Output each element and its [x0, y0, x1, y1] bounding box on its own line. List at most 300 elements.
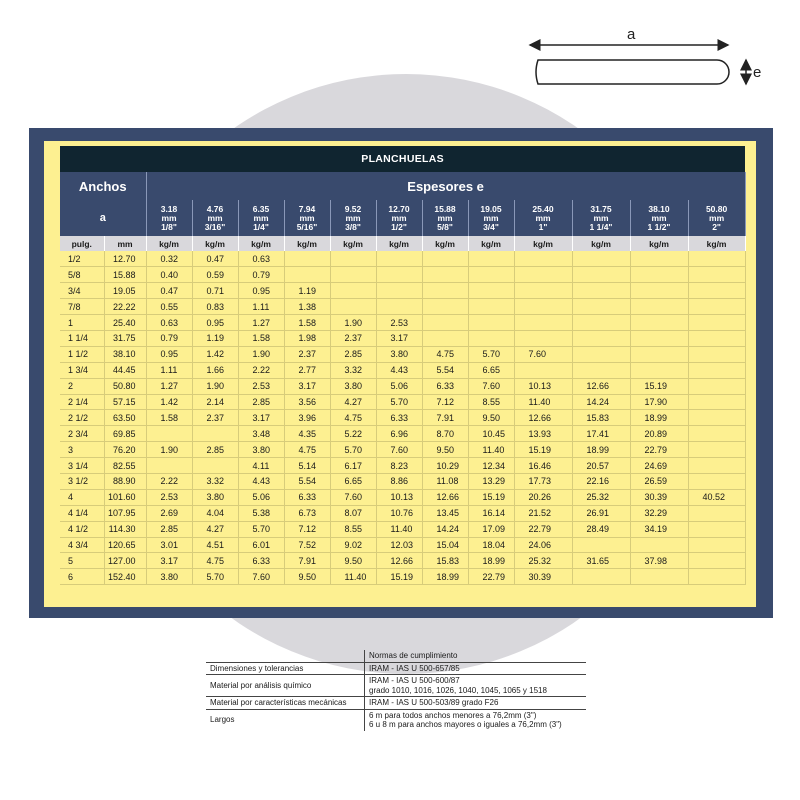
table-row: [60, 410, 745, 426]
weight-cell: 18.99: [468, 553, 514, 569]
weight-cell: 8.86: [376, 473, 422, 489]
width-mm-cell: 50.80: [104, 378, 146, 394]
width-mm-cell: 69.85: [104, 426, 146, 442]
weight-cell: [284, 251, 330, 267]
weight-cell: 0.40: [146, 267, 192, 283]
weight-cell: 17.90: [630, 394, 688, 410]
weight-cell: 0.95: [238, 283, 284, 299]
weight-cell: 7.12: [422, 394, 468, 410]
weight-cell: 13.45: [422, 505, 468, 521]
thickness-column-header: [630, 200, 688, 236]
width-mm-cell: 63.50: [104, 410, 146, 426]
width-inch-cell: 1 3/4: [60, 362, 104, 378]
weight-cell: 30.39: [514, 569, 572, 585]
weight-cell: 20.57: [572, 458, 630, 474]
weight-cell: 28.49: [572, 521, 630, 537]
weight-cell: 0.79: [238, 267, 284, 283]
weight-cell: 2.37: [192, 410, 238, 426]
planchuelas-table: [60, 146, 746, 585]
width-mm-cell: 44.45: [104, 362, 146, 378]
weight-cell: [422, 299, 468, 315]
weight-cell: 16.14: [468, 505, 514, 521]
thickness-unit-label: mm: [299, 212, 315, 223]
weight-cell: 11.40: [376, 521, 422, 537]
weight-cell: [422, 330, 468, 346]
weight-cell: [688, 410, 745, 426]
thickness-column-header: [192, 200, 238, 236]
table-row: [60, 378, 745, 394]
weight-cell: 1.19: [192, 330, 238, 346]
weight-cell: 6.33: [238, 553, 284, 569]
weight-cell: 4.27: [192, 521, 238, 537]
weight-cell: 14.24: [572, 394, 630, 410]
norms-header-spacer: [206, 650, 365, 662]
norms-row: [206, 709, 586, 731]
weight-cell: 1.11: [146, 362, 192, 378]
table-row: [60, 426, 745, 442]
thickness-inch-label: 1/4": [253, 221, 269, 232]
weight-cell: 0.47: [146, 283, 192, 299]
norms-value-line: IRAM - IAS U 500-657/85: [369, 663, 460, 673]
thickness-inch-label: 5/16": [296, 221, 318, 232]
weight-cell: 3.96: [284, 410, 330, 426]
table-row: [60, 537, 745, 553]
weight-cell: 3.80: [238, 442, 284, 458]
weight-cell: [514, 315, 572, 331]
weight-cell: 4.75: [330, 410, 376, 426]
table-row: [60, 521, 745, 537]
thickness-unit-label: mm: [593, 212, 609, 223]
thickness-column-header: [572, 200, 630, 236]
weight-cell: [376, 283, 422, 299]
table-row: [60, 362, 745, 378]
norms-row: [206, 662, 586, 675]
weight-cell: 5.70: [330, 442, 376, 458]
width-mm-cell: 15.88: [104, 267, 146, 283]
weight-cell: 6.65: [468, 362, 514, 378]
weight-cell: 0.95: [146, 346, 192, 362]
thickness-mm-label: 6.35: [252, 203, 270, 214]
weight-cell: 12.66: [376, 553, 422, 569]
weight-cell: 32.29: [630, 505, 688, 521]
weight-cell: 9.50: [284, 569, 330, 585]
thickness-unit-label: mm: [161, 212, 177, 223]
weight-cell: 7.91: [284, 553, 330, 569]
thickness-mm-label: 38.10: [648, 203, 670, 214]
table-body: [60, 251, 745, 585]
width-inch-cell: 2: [60, 378, 104, 394]
weight-cell: [630, 330, 688, 346]
width-inch-cell: 4: [60, 489, 104, 505]
weight-cell: [688, 458, 745, 474]
weight-cell: [514, 362, 572, 378]
weight-cell: [514, 283, 572, 299]
weight-cell: 1.90: [238, 346, 284, 362]
unit-label: mm: [104, 236, 146, 251]
weight-cell: 1.90: [330, 315, 376, 331]
weight-cell: 5.54: [422, 362, 468, 378]
weight-cell: 0.79: [146, 330, 192, 346]
weight-cell: 6.01: [238, 537, 284, 553]
weight-cell: 10.13: [514, 378, 572, 394]
weight-cell: 3.56: [284, 394, 330, 410]
table-row: [60, 505, 745, 521]
weight-cell: 1.27: [146, 378, 192, 394]
weight-cell: 1.90: [146, 442, 192, 458]
weight-cell: 4.75: [284, 442, 330, 458]
thickness-inch-label: 1": [538, 221, 548, 232]
weight-cell: 0.59: [192, 267, 238, 283]
weight-cell: 9.02: [330, 537, 376, 553]
norms-value: [365, 662, 587, 675]
thickness-inch-label: 3/16": [204, 221, 226, 232]
thickness-column-header: [330, 200, 376, 236]
weight-cell: 18.99: [422, 569, 468, 585]
thickness-mm-label: 25.40: [532, 203, 554, 214]
weight-cell: 20.89: [630, 426, 688, 442]
weight-cell: 2.85: [146, 521, 192, 537]
weight-cell: 1.42: [146, 394, 192, 410]
width-inch-cell: 2 1/2: [60, 410, 104, 426]
weight-cell: 3.17: [284, 378, 330, 394]
weight-cell: [468, 251, 514, 267]
weight-cell: 22.79: [514, 521, 572, 537]
weight-cell: 5.70: [468, 346, 514, 362]
weight-cell: 26.59: [630, 473, 688, 489]
weight-cell: 0.63: [146, 315, 192, 331]
weight-cell: 15.04: [422, 537, 468, 553]
norms-header: Normas de cumplimiento: [365, 650, 587, 662]
weight-cell: [630, 362, 688, 378]
weight-cell: [630, 299, 688, 315]
weight-cell: 2.69: [146, 505, 192, 521]
unit-label: kg/m: [514, 236, 572, 251]
weight-cell: 8.55: [468, 394, 514, 410]
weight-cell: 1.58: [146, 410, 192, 426]
table-row: [60, 553, 745, 569]
thickness-inch-label: 1/8": [161, 221, 177, 232]
table-row: [60, 251, 745, 267]
weight-cell: 25.32: [572, 489, 630, 505]
weight-cell: 0.47: [192, 251, 238, 267]
weight-cell: [572, 537, 630, 553]
weight-cell: [422, 251, 468, 267]
thickness-mm-label: 4.76: [206, 203, 224, 214]
weight-cell: 24.06: [514, 537, 572, 553]
weight-cell: 1.42: [192, 346, 238, 362]
width-inch-cell: 1: [60, 315, 104, 331]
weight-cell: 15.83: [572, 410, 630, 426]
weight-cell: 8.07: [330, 505, 376, 521]
norms-row: [206, 697, 586, 710]
weight-cell: [468, 267, 514, 283]
width-inch-cell: 3: [60, 442, 104, 458]
weight-cell: 6.73: [284, 505, 330, 521]
width-mm-cell: 88.90: [104, 473, 146, 489]
weight-cell: [330, 267, 376, 283]
width-mm-cell: 127.00: [104, 553, 146, 569]
weight-cell: 3.80: [330, 378, 376, 394]
unit-label: pulg.: [60, 236, 104, 251]
weight-cell: 10.45: [468, 426, 514, 442]
weight-cell: 8.55: [330, 521, 376, 537]
norms-value-line: IRAM - IAS U 500-503/89 grado F26: [369, 698, 499, 707]
weight-cell: [422, 283, 468, 299]
thickness-unit-label: mm: [253, 212, 269, 223]
weight-cell: 12.66: [422, 489, 468, 505]
weight-cell: [572, 346, 630, 362]
weight-cell: [146, 458, 192, 474]
weight-cell: 1.98: [284, 330, 330, 346]
weight-cell: 10.76: [376, 505, 422, 521]
width-mm-cell: 22.22: [104, 299, 146, 315]
weight-cell: [422, 315, 468, 331]
width-inch-cell: 7/8: [60, 299, 104, 315]
width-mm-cell: 101.60: [104, 489, 146, 505]
weight-cell: 7.91: [422, 410, 468, 426]
width-mm-cell: 76.20: [104, 442, 146, 458]
weight-cell: [330, 299, 376, 315]
table-row: [60, 299, 745, 315]
weight-cell: 7.52: [284, 537, 330, 553]
weight-cell: 22.79: [468, 569, 514, 585]
norms-label: Material por características mecánicas: [206, 697, 365, 710]
weight-cell: [468, 283, 514, 299]
weight-cell: 6.17: [330, 458, 376, 474]
weight-cell: 4.51: [192, 537, 238, 553]
weight-cell: 13.29: [468, 473, 514, 489]
thickness-unit-label: mm: [651, 212, 667, 223]
weight-cell: [192, 458, 238, 474]
weight-cell: 4.43: [376, 362, 422, 378]
width-inch-cell: 5/8: [60, 267, 104, 283]
thickness-mm-label: 50.80: [705, 203, 728, 214]
width-mm-cell: 114.30: [104, 521, 146, 537]
unit-label: kg/m: [630, 236, 688, 251]
weight-cell: 4.27: [330, 394, 376, 410]
weight-cell: [688, 267, 745, 283]
unit-label: kg/m: [284, 236, 330, 251]
weight-cell: [630, 537, 688, 553]
weight-cell: 17.73: [514, 473, 572, 489]
weight-cell: [688, 505, 745, 521]
weight-cell: 6.33: [422, 378, 468, 394]
weight-cell: [514, 267, 572, 283]
width-mm-cell: 82.55: [104, 458, 146, 474]
weight-cell: 11.40: [330, 569, 376, 585]
weight-cell: 20.26: [514, 489, 572, 505]
weight-cell: [376, 299, 422, 315]
thickness-mm-label: 7.94: [298, 203, 316, 214]
norms-value: [365, 697, 587, 710]
weight-cell: [688, 346, 745, 362]
table-row: [60, 489, 745, 505]
weight-cell: [192, 426, 238, 442]
weight-cell: [572, 283, 630, 299]
weight-cell: 3.80: [376, 346, 422, 362]
norms-value: [365, 709, 587, 731]
norms-table: [206, 650, 586, 731]
unit-label: kg/m: [468, 236, 514, 251]
width-mm-cell: 152.40: [104, 569, 146, 585]
weight-cell: [630, 283, 688, 299]
thickness-header: Espesores e: [146, 172, 745, 200]
weight-cell: 1.90: [192, 378, 238, 394]
weight-cell: [688, 569, 745, 585]
norms-value-line: 6 u 8 m para anchos mayores o iguales a 76,2mm (3"): [369, 720, 562, 729]
weight-cell: 3.80: [192, 489, 238, 505]
weight-cell: 5.70: [238, 521, 284, 537]
thickness-column-header: [514, 200, 572, 236]
weight-cell: 17.41: [572, 426, 630, 442]
weight-cell: 0.55: [146, 299, 192, 315]
weight-cell: 2.37: [330, 330, 376, 346]
weight-cell: 18.04: [468, 537, 514, 553]
unit-label: kg/m: [688, 236, 745, 251]
table-row: [60, 283, 745, 299]
weight-cell: 5.54: [284, 473, 330, 489]
weight-cell: [688, 251, 745, 267]
weight-cell: [468, 330, 514, 346]
norms-row: [206, 675, 586, 697]
weight-cell: 18.99: [630, 410, 688, 426]
weight-cell: 3.17: [146, 553, 192, 569]
thickness-column-header: [376, 200, 422, 236]
weight-cell: [284, 267, 330, 283]
weight-cell: 10.29: [422, 458, 468, 474]
weight-cell: [688, 394, 745, 410]
weight-cell: [688, 553, 745, 569]
weight-cell: 8.70: [422, 426, 468, 442]
thickness-inch-label: 2": [712, 221, 721, 232]
weight-cell: 11.40: [468, 442, 514, 458]
unit-label: kg/m: [238, 236, 284, 251]
table-row: [60, 473, 745, 489]
weight-cell: [688, 315, 745, 331]
weight-cell: 0.32: [146, 251, 192, 267]
table-row: [60, 346, 745, 362]
weight-cell: 34.19: [630, 521, 688, 537]
weight-cell: 1.58: [238, 330, 284, 346]
weight-cell: 2.85: [238, 394, 284, 410]
weight-cell: 3.32: [330, 362, 376, 378]
weight-cell: [572, 569, 630, 585]
weight-cell: 10.13: [376, 489, 422, 505]
norms-value-line: grado 1010, 1016, 1026, 1040, 1045, 1065 y 1518: [369, 685, 547, 695]
weight-cell: 7.60: [468, 378, 514, 394]
weight-cell: 3.48: [238, 426, 284, 442]
width-mm-cell: 19.05: [104, 283, 146, 299]
weight-cell: 40.52: [688, 489, 745, 505]
unit-label: kg/m: [146, 236, 192, 251]
width-mm-cell: 38.10: [104, 346, 146, 362]
weight-cell: [330, 283, 376, 299]
weight-cell: 1.66: [192, 362, 238, 378]
weight-cell: [146, 426, 192, 442]
weight-cell: 6.65: [330, 473, 376, 489]
weight-cell: 2.53: [376, 315, 422, 331]
profile-diagram: [520, 20, 790, 100]
weight-cell: 9.50: [330, 553, 376, 569]
weight-cell: [688, 442, 745, 458]
weight-cell: 5.14: [284, 458, 330, 474]
thickness-unit-label: mm: [483, 212, 499, 223]
thickness-inch-label: 3/8": [345, 221, 361, 232]
weight-cell: 2.14: [192, 394, 238, 410]
weight-cell: 4.43: [238, 473, 284, 489]
weight-cell: 4.75: [192, 553, 238, 569]
weight-cell: 7.60: [514, 346, 572, 362]
weight-cell: [688, 521, 745, 537]
table-title: PLANCHUELAS: [60, 146, 745, 172]
weight-cell: 5.22: [330, 426, 376, 442]
weight-cell: 12.34: [468, 458, 514, 474]
width-mm-cell: 12.70: [104, 251, 146, 267]
thickness-mm-label: 19.05: [480, 203, 502, 214]
weight-cell: [630, 346, 688, 362]
weight-cell: 1.27: [238, 315, 284, 331]
width-inch-cell: 6: [60, 569, 104, 585]
unit-label: kg/m: [330, 236, 376, 251]
weight-cell: 15.19: [376, 569, 422, 585]
width-label: a: [627, 26, 636, 43]
weight-cell: 16.46: [514, 458, 572, 474]
weight-cell: 9.50: [422, 442, 468, 458]
norms-value: [365, 675, 587, 697]
norms-value-line: IRAM - IAS U 500-600/87: [369, 676, 460, 685]
weight-cell: 30.39: [630, 489, 688, 505]
thickness-column-header: [238, 200, 284, 236]
weight-cell: 7.60: [376, 442, 422, 458]
width-inch-cell: 3/4: [60, 283, 104, 299]
weight-cell: 2.53: [238, 378, 284, 394]
table-row: [60, 569, 745, 585]
weight-cell: [468, 315, 514, 331]
weight-cell: 1.38: [284, 299, 330, 315]
weight-cell: 11.08: [422, 473, 468, 489]
weight-cell: 0.63: [238, 251, 284, 267]
width-inch-cell: 4 3/4: [60, 537, 104, 553]
weight-cell: [376, 251, 422, 267]
norms-label: Largos: [206, 709, 365, 731]
thickness-mm-label: 15.88: [434, 203, 456, 214]
weight-cell: 13.93: [514, 426, 572, 442]
weight-cell: [688, 537, 745, 553]
weight-cell: 5.70: [376, 394, 422, 410]
thickness-column-header: [284, 200, 330, 236]
thickness-inch-label: 5/8": [437, 221, 453, 232]
width-mm-cell: 25.40: [104, 315, 146, 331]
weight-cell: [630, 267, 688, 283]
norms-label: Dimensiones y tolerancias: [206, 662, 365, 675]
weight-cell: [572, 362, 630, 378]
weight-cell: 26.91: [572, 505, 630, 521]
table-row: [60, 315, 745, 331]
thickness-unit-label: mm: [709, 212, 725, 223]
weight-cell: 2.77: [284, 362, 330, 378]
weight-cell: 9.50: [468, 410, 514, 426]
width-inch-cell: 5: [60, 553, 104, 569]
weight-cell: 5.06: [238, 489, 284, 505]
weight-cell: 5.70: [192, 569, 238, 585]
thickness-column-header: [146, 200, 192, 236]
table-row: [60, 394, 745, 410]
weight-cell: [688, 283, 745, 299]
weight-cell: 1.58: [284, 315, 330, 331]
weight-cell: 25.32: [514, 553, 572, 569]
weight-cell: 2.85: [330, 346, 376, 362]
weight-cell: 0.83: [192, 299, 238, 315]
